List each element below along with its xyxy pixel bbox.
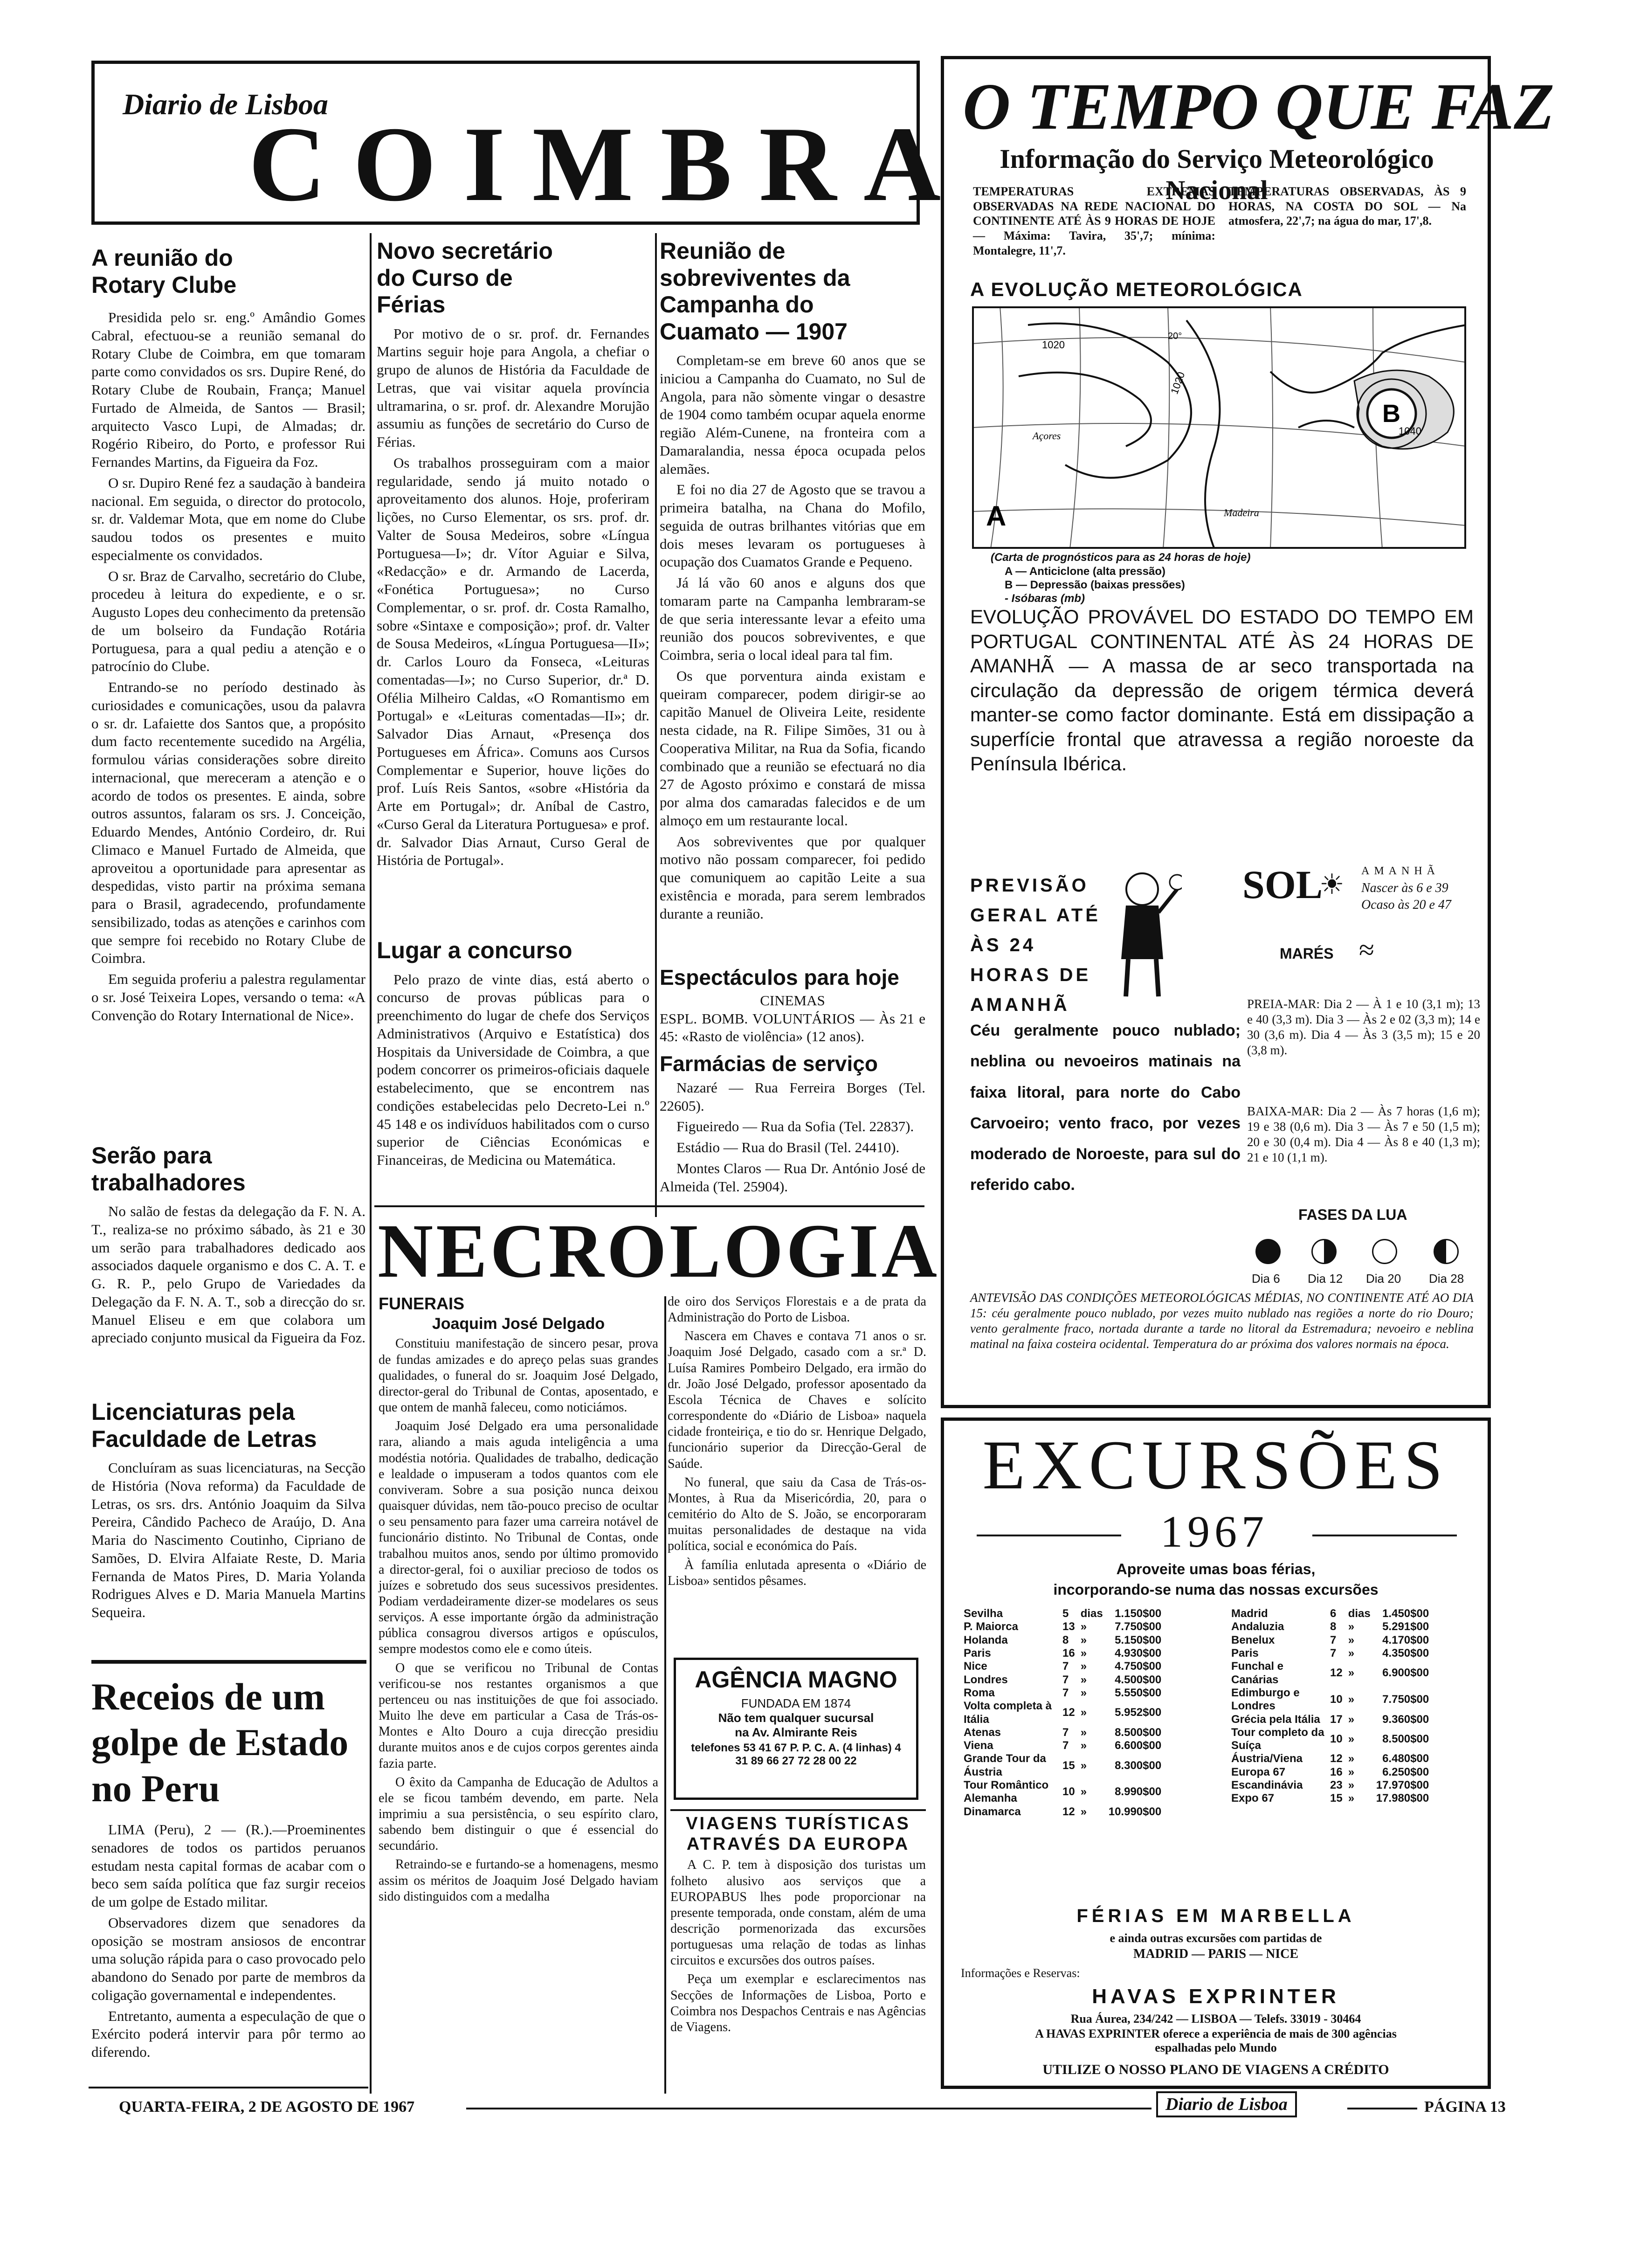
tour-row	[1228, 1647, 1432, 1660]
tour-destination: Edimburgo e Londres	[1231, 1686, 1300, 1713]
tour-unit: »	[1080, 1706, 1087, 1719]
tour-price: 4.750$00	[1115, 1660, 1162, 1673]
tour-days: 17	[1330, 1713, 1343, 1726]
moon-new-icon	[1255, 1239, 1281, 1266]
map-label-a: A	[986, 500, 1007, 532]
mares-label: MARÉS	[1280, 945, 1334, 962]
tour-price: 10.990$00	[1108, 1805, 1162, 1818]
info-label: Informações e Reservas:	[961, 1966, 1080, 1980]
tour-days: 5	[1062, 1607, 1069, 1620]
tour-unit: »	[1080, 1686, 1087, 1699]
tour-destination: Benelux	[1231, 1633, 1275, 1646]
magno-title: AGÊNCIA MAGNO	[695, 1666, 897, 1693]
paragraph: A C. P. tem à disposição dos turistas um folheto alusivo aos serviços que a EUROPABUS lhes pode proporcionar na presente temporada, onde constam, além de uma descrição pormenorizada das excursões portuguesas uma relação de todas as linhas circuitos e excursões dos outros países.	[670, 1858, 926, 1968]
magno-line: na Av. Almirante Reis	[735, 1725, 857, 1739]
tour-days: 12	[1062, 1706, 1075, 1719]
licenciaturas-title: Licenciaturas pela Faculdade de Letras	[91, 1399, 317, 1452]
tour-row	[961, 1647, 1164, 1660]
previsao-title: PREVISÃO GERAL ATÉ ÀS 24 HORAS DE AMANHÃ	[970, 875, 1101, 1015]
evolucao-title: A EVOLUÇÃO METEOROLÓGICA	[970, 278, 1303, 300]
tour-days: 8	[1062, 1633, 1069, 1646]
tour-days: 12	[1330, 1666, 1343, 1680]
weather-box	[941, 56, 1554, 1408]
tour-days: 8	[1330, 1620, 1337, 1633]
tour-price: 4.350$00	[1382, 1646, 1429, 1660]
tour-days: 15	[1062, 1759, 1075, 1772]
serao-title: Serão para trabalhadores	[91, 1142, 246, 1196]
tour-destination: Tour Romântico Alemanha	[964, 1779, 1049, 1805]
tour-days: 7	[1062, 1673, 1069, 1686]
tour-destination: Sevilha	[964, 1607, 1003, 1620]
tour-price: 8.500$00	[1382, 1732, 1429, 1745]
tour-destination: Volta completa à Itália	[964, 1700, 1052, 1726]
paragraph: O sr. Dupiro René fez a saudação à bandeira nacional. Em seguida, o director do protocolo, sr. dr. Valdemar Mota, que em nome do Clube saudou todos os presentes e muito especialmente os convidados.	[91, 474, 365, 563]
rotary-article	[91, 245, 365, 1027]
moon-date: Dia 12	[1308, 1272, 1343, 1286]
paragraph: À família enlutada apresenta o «Diário de Lisboa» sentidos pêsames.	[668, 1557, 926, 1588]
section-rule	[91, 1660, 366, 1664]
tour-unit: »	[1080, 1785, 1087, 1798]
paragraph: Entrando-se no período destinado às curiosidades e comunicações, usou da palavra o sr. dr. Lafaiette dos Santos que, a propósito dum facto recentemente sucedido na Argélia, formulou várias considerações sobre direito internacional, que mereceram a atenção e o acordo de todos os presentes. E ainda, sobre outros assuntos, falaram os srs. J. Conceição, Eduardo Mendes, António Cordeiro, dr. Rui Climaco e Manuel Furtado de Almeida, que aproveitou a oportunidade para apresentar as despedidas, visto partir na próxima semana para o Brasil, agradecendo, profundamente sensibilizado, todas as atenções e carinhos com que sempre foi recebido no Rotary Clube de Coimbra.	[91, 679, 365, 967]
previsao-text: Céu geralmente pouco nublado; neblina ou nevoeiros matinais na faixa litoral, para norte do Cabo Carvoeiro; vento fraco, por vezes moderado de Noroeste, para sul do referido cabo.	[970, 1022, 1241, 1194]
tour-list-right	[1228, 1607, 1432, 1805]
pharmacy-item: Nazaré — Rua Ferreira Borges (Tel. 22605).	[660, 1079, 925, 1114]
tour-row	[1228, 1620, 1432, 1633]
tour-destination: Atenas	[964, 1726, 1001, 1739]
tour-price: 5.291$00	[1382, 1620, 1429, 1633]
tour-row	[1228, 1779, 1432, 1792]
tour-row	[1228, 1634, 1432, 1647]
paragraph: No funeral, que saiu da Casa de Trás-os-Montes, à Rua da Misericórdia, 20, para o cemitério do Alto de S. João, se encorporaram muitas personalidades de destaque na vida política, social e económica do País.	[668, 1475, 926, 1554]
concurso-article	[377, 937, 649, 1172]
tour-destination: Madrid	[1231, 1607, 1268, 1620]
legend-item: A — Anticiclone (alta pressão)	[1005, 565, 1165, 578]
tour-days: 23	[1330, 1779, 1343, 1792]
map-label-acores: Açores	[1033, 430, 1061, 442]
tour-unit: »	[1080, 1660, 1087, 1673]
tour-unit: »	[1348, 1765, 1355, 1778]
tour-row	[1228, 1792, 1432, 1805]
tour-price: 1.450$00	[1382, 1607, 1429, 1620]
peru-article	[91, 1674, 365, 2064]
sun-icon: ☀	[1319, 869, 1345, 900]
necrologia-title: NECROLOGIA	[378, 1208, 940, 1293]
tour-row	[1228, 1752, 1432, 1765]
map-legend	[1005, 565, 1185, 605]
paragraph: Peça um exemplar e esclarecimentos nas Secções de Informações de Lisboa, Porto e Coimbra nos Despachos Centrais e nas Agências de Viagens.	[670, 1972, 926, 2034]
tour-row	[961, 1700, 1164, 1726]
tour-price: 7.750$00	[1115, 1620, 1162, 1633]
tour-row	[961, 1660, 1164, 1673]
magno-phones: telefones 53 41 67 P. P. C. A. (4 linhas) 4 31 89 66 27 72 28 00 22	[691, 1741, 901, 1767]
paragraph: Concluíram as suas licenciaturas, na Secção de História (Nova reforma) da Faculdade de Letras, os srs. drs. António Joaquim da Silva Pereira, Cândido Pacheco de Araújo, D. Ana Maria do Nascimento Coutinho, Cipriano de Samões, D. Elvira Alfaiate Reste, D. Maria Fernanda de Matos Pires, D. Maria Yolanda Rodrigues Alves e D. Maria Manuela Martins Sequeira.	[91, 1459, 365, 1620]
pharmacy-item: Figueiredo — Rua da Sofia (Tel. 22837).	[676, 1118, 914, 1135]
tour-unit: »	[1348, 1693, 1355, 1706]
paragraph: Os trabalhos prosseguiram com a maior regularidade, sendo já muito notado o aproveitamento dos alunos. Hoje, proferiram lições, no Curso Elementar, os srs. prof. dr. Valter de Sousa Medeiros, sobre «Língua Portuguesa—I»; dr. Vítor Aguiar e Silva, «Redacção» e dr. Armando de Lacerda, «Fonética Portuguesa»; no Curso Complementar, o sr. prof. dr. Costa Ramalho, sobre «Sintaxe e composição»; prof. dr. Valter de Sousa Medeiros, «Língua Portuguesa—II»; dr. Carlos Louro da Fonseca, «Leituras comentadas—I»; no Curso Superior, dr.ª D. Ofélia Milheiro Caldas, «O Romantismo em Portugal» e «Leituras comentadas—II»; dr. Salvador Dias Arnaut, «Presença dos Portugueses em África». Comuns aos Cursos Complementar e Superior, houve lições do prof. Luís Reis Santos, «sobre «História da Arte em Portugal»; dr. Aníbal de Castro, «Curso Geral da Literatura Portuguesa» e prof. dr. Salvador Dias Arnaut, Curso Geral de História de Portugal».	[377, 454, 649, 869]
viagens-article	[670, 1809, 926, 2038]
tour-price: 17.970$00	[1376, 1779, 1429, 1792]
tour-unit: »	[1080, 1633, 1087, 1646]
paragraph: Presidida pelo sr. eng.º Amândio Gomes Cabral, efectuou-se a reunião semanal do Rotary Clube de Coimbra, em que tomaram parte como convidados os srs. Dupire René, do Rotary Clube de Roubain, França; Manuel Furtado de Almeida, de Santos — Brasil; arquitecto Vasco Lupi, de Almadas; dr. Rogério Ribeiro, do Porto, e professor Rui Fernandes Martins, da Figueira da Foz.	[91, 309, 365, 470]
tour-days: 6	[1330, 1607, 1337, 1620]
tour-row	[961, 1620, 1164, 1633]
marbella-title: FÉRIAS EM MARBELLA	[1076, 1906, 1355, 1926]
tour-days: 7	[1062, 1739, 1069, 1752]
excursoes-ad	[941, 1418, 1491, 2089]
evolucao-text: EVOLUÇÃO PROVÁVEL DO ESTADO DO TEMPO EM PORTUGAL CONTINENTAL ATÉ ÀS 24 HORAS DE AMANHÃ — A massa de ar seco transportada na circulação da depressão de origem térmica deverá manter-se como factor dominante. Está em dissipação a superfície frontal que atravessa a região noroeste da Península Ibérica.	[970, 606, 1474, 774]
tour-list-left	[961, 1607, 1164, 1819]
agencia-magno-ad	[674, 1658, 918, 1800]
tour-destination: Viena	[964, 1739, 993, 1752]
tour-unit: »	[1080, 1620, 1087, 1633]
section-rule	[374, 1205, 924, 1207]
tour-price: 8.500$00	[1115, 1726, 1162, 1739]
tour-price: 6.480$00	[1382, 1752, 1429, 1765]
paragraph: No salão de festas da delegação da F. N. A. T., realiza-se no próximo sábado, às 21 e 30 um serão para trabalhadores dedicado aos associados daquele organismo e dos C. A. T. e G. R. P., pelo Grupo de Variedades da Delegação da F. N. A. T., sob a direcção do sr. Manuel Eliseu e em que colabora um apreciado conjunto musical da Figueira da Foz.	[91, 1203, 365, 1346]
cinemas-label: CINEMAS	[760, 992, 825, 1009]
pharmacy-item: Estádio — Rua do Brasil (Tel. 24410).	[676, 1139, 900, 1156]
tour-destination: Áustria/Viena	[1231, 1752, 1303, 1765]
tour-row	[961, 1779, 1164, 1805]
column-rule	[664, 1296, 666, 2094]
tour-row	[961, 1673, 1164, 1687]
paragraph: Já lá vão 60 anos e alguns dos que tomaram parte na Campanha lembraram-se de que seria interessante levar a efeito uma reunião dos poucos sobreviventes, e que Coimbra, seria o local ideal para tal fim.	[660, 574, 925, 663]
tour-destination: Nice	[964, 1660, 987, 1673]
map-label-isobar: 1020	[1042, 339, 1065, 351]
paragraph: LIMA (Peru), 2 — (R.).—Proeminentes senadores de todos os partidos peruanos estudam nesta capital formas de acabar com o beco sem saída política que faz surgir receios de um golpe de Estado militar.	[91, 1821, 365, 1910]
wave-icon: ≈	[1359, 934, 1374, 965]
peru-title: Receios de um golpe de Estado no Peru	[91, 1675, 349, 1810]
tour-price: 6.900$00	[1382, 1666, 1429, 1680]
tour-days: 10	[1330, 1732, 1343, 1745]
tour-row	[961, 1805, 1164, 1819]
map-label-isobar: 1020	[1168, 370, 1187, 396]
funerais-label: FUNERAIS	[379, 1294, 465, 1313]
baixa-mar: BAIXA-MAR: Dia 2 — Às 7 horas (1,6 m); 19 e 38 (0,6 m). Dia 3 — Às 7 e 50 (1,5 m); 20 e 30 (0,4 m). Dia 4 — Às 8 e 40 (1,3 m); 21 e 10 (1,1 m).	[1247, 1104, 1480, 1164]
tour-unit: »	[1348, 1752, 1355, 1765]
tour-destination: Funchal e Canárias	[1231, 1660, 1284, 1686]
licenciaturas-article	[91, 1399, 365, 1625]
tour-days: 16	[1330, 1765, 1343, 1778]
paragraph: Retraindo-se e furtando-se a homenagens, mesmo assim os méritos de Joaquim José Delgado haviam sido distinguidos com a medalha	[379, 1857, 658, 1904]
tour-row	[1228, 1687, 1432, 1713]
tour-row	[1228, 1660, 1432, 1687]
marbella-cities: MADRID — PARIS — NICE	[1133, 1947, 1299, 1961]
tour-price: 9.360$00	[1382, 1713, 1429, 1726]
tour-unit: »	[1348, 1646, 1355, 1660]
paragraph: O que se verificou no Tribunal de Contas verificou-se nos restantes organismos a que pertenceu ou nas instituições de que foi associado. Muito lhe deve em particular a Casa de Trás-os-Montes e Alto Douro a cuja direcção presidiu durante muitos anos e de cujos corpos gerentes ainda fazia parte.	[379, 1660, 658, 1771]
moon-last-quarter-icon	[1434, 1239, 1459, 1266]
tour-row	[961, 1726, 1164, 1739]
tour-destination: Londres	[964, 1673, 1008, 1686]
footer-rule	[466, 2108, 1151, 2109]
moon-full-icon	[1372, 1239, 1397, 1266]
farmacias-article	[660, 1051, 925, 1198]
tour-unit: »	[1348, 1732, 1355, 1745]
paragraph: Constituiu manifestação de sincero pesar, prova de fundas amizades e do apreço pelas suas grandes qualidades, o funeral do sr. Joaquim José Delgado, director-geral do Tribunal de Contas, aposentado, e que ontem de manhã faleceu, como noticiámos.	[379, 1336, 658, 1415]
paragraph: Por motivo de o sr. prof. dr. Fernandes Martins seguir hoje para Angola, a chefiar o grupo de alunos de História da Faculdade de Letras, que vai visitar aquela província ultramarina, o sr. prof. dr. Alexandre Morujão assumiu as funções de secretário do Curso de Férias.	[377, 325, 649, 450]
tour-days: 7	[1330, 1646, 1337, 1660]
tour-unit: »	[1348, 1792, 1355, 1805]
secretario-title: Novo secretário do Curso de Férias	[377, 238, 553, 318]
agency-address: Rua Áurea, 234/242 — LISBOA — Telefs. 33019 - 30464	[1070, 2012, 1361, 2026]
tour-destination: Dinamarca	[964, 1805, 1021, 1818]
footer-rule	[1347, 2108, 1417, 2109]
tour-destination: Europa 67	[1231, 1765, 1286, 1778]
moon-date: Dia 6	[1252, 1272, 1280, 1286]
footer-date: QUARTA-FEIRA, 2 DE AGOSTO DE 1967	[119, 2098, 415, 2116]
magno-founded: FUNDADA EM 1874	[741, 1696, 851, 1710]
marbella-sub: e ainda outras excursões com partidas de	[1110, 1931, 1322, 1945]
map-label-b: B	[1382, 400, 1400, 428]
legend-item: B — Depressão (baixas pressões)	[1005, 578, 1185, 591]
tour-unit: »	[1348, 1666, 1355, 1680]
tour-days: 15	[1330, 1792, 1343, 1805]
tour-unit: dias	[1348, 1607, 1371, 1620]
serao-article	[91, 1142, 365, 1350]
page-number: PÁGINA 13	[1424, 2098, 1506, 2116]
legend-item: - Isóbaras (mb)	[1005, 592, 1085, 605]
paragraph: Pelo prazo de vinte dias, está aberto o concurso de provas públicas para o preenchimento do lugar de chefe dos Serviços Administrativos (Arquivo e Estatística) dos Hospitais da Universidade de Coimbra, a que podem concorrer os primeiros-oficiais daquele estabelecimento, que se encontrem nas condições estabelecidas pelo Decreto-Lei n.º 45 148 e os indivíduos habilitados com o curso superior de Ciências Económicas e Financeiras, de Medicina ou Matemática.	[377, 971, 649, 1168]
tour-price: 7.750$00	[1382, 1693, 1429, 1706]
map-label-lon: 20°	[1168, 331, 1182, 341]
amanha-label: AMANHÃ	[1361, 865, 1440, 877]
footer-logo: Diario de Lisboa	[1156, 2091, 1297, 2117]
cuamato-title: Reunião de sobreviventes da Campanha do Cuamato — 1907	[660, 238, 850, 345]
tour-unit: »	[1080, 1759, 1087, 1772]
secretario-article	[377, 238, 649, 872]
tour-row	[961, 1634, 1164, 1647]
tour-destination: Escandinávia	[1231, 1779, 1303, 1792]
paragraph: Os que porventura ainda existam e queiram comparecer, podem dirigir-se ao capitão Manuel de Oliveira Leite, residente nesta cidade, na R. Filipe Simões, 31 ou à Cooperativa Militar, na Rua da Sofia, ficando combinado que a reunião se efectuará no dia 27 de Agosto próximo e constará de missa por alma dos camaradas falecidos e de um almoço em um restaurante local.	[660, 667, 925, 829]
column-rule	[655, 233, 657, 1217]
paragraph: Entretanto, aumenta a especulação de que o Exército poderá intervir para pôr termo ao diferendo.	[91, 2007, 365, 2061]
sun-rise: Nascer às 6 e 39	[1361, 881, 1448, 895]
rotary-title: A reunião do Rotary Clube	[91, 245, 237, 298]
temp-observadas: TEMPERATURAS OBSERVADAS, ÀS 9 HORAS, NA COSTA DO SOL — Na atmosfera, 22',7; na água do mar, 17',8.	[1228, 185, 1466, 228]
divider	[670, 1809, 926, 1811]
paragraph: E foi no dia 27 de Agosto que se travou a primeira batalha, na Chana do Mofilo, seguida de outras brilhantes vitórias que em dois meses levaram os portugueses à ocupação dos Cuamatos Grande e Pequeno.	[660, 481, 925, 570]
tour-row	[1228, 1726, 1432, 1753]
excursoes-year: 1967	[1160, 1507, 1269, 1556]
tour-unit: »	[1080, 1805, 1087, 1818]
tour-destination: P. Maiorca	[964, 1620, 1018, 1633]
tour-unit: »	[1080, 1739, 1087, 1752]
sol-label: SOL	[1242, 862, 1323, 907]
paragraph: Aos sobreviventes que por qualquer motivo não possam comparecer, foi pedido que comuniquem ao capitão Leite a sua existência e morada, para serem lembrados durante a reunião.	[660, 833, 925, 922]
tour-destination: Expo 67	[1231, 1792, 1275, 1805]
farmacias-title: Farmácias de serviço	[660, 1051, 878, 1076]
moon-date: Dia 28	[1429, 1272, 1464, 1286]
weather-subtitle: Informação do Serviço Meteorológico Nacional	[1000, 144, 1434, 205]
tour-days: 7	[1062, 1686, 1069, 1699]
paragraph: Observadores dizem que senadores da oposição se mostram ansiosos de encontrar uma solução rápida para o caso provocado pelo abandono do Senado por parte de membros da coligação governamental e independentes.	[91, 1914, 365, 2003]
tagline: Aproveite umas boas férias,	[1116, 1561, 1316, 1577]
divider	[977, 1535, 1121, 1536]
tour-days: 10	[1330, 1693, 1343, 1706]
tour-unit: »	[1080, 1726, 1087, 1739]
tour-price: 4.930$00	[1115, 1646, 1162, 1660]
tour-price: 5.550$00	[1115, 1686, 1162, 1699]
moon-date: Dia 20	[1366, 1272, 1401, 1286]
tour-row	[961, 1607, 1164, 1620]
deceased-name: Joaquim José Delgado	[432, 1315, 605, 1333]
tour-days: 7	[1062, 1660, 1069, 1673]
tour-price: 17.980$00	[1376, 1792, 1429, 1805]
paragraph: Joaquim José Delgado era uma personalidade rara, aliando a mais aguda inteligência a uma modéstia notória. Qualidades de trabalho, dedicação e lealdade o impuseram a todos quantos com ele conviveram. Sobre a sua posição nunca deixou quaisquer dúvidas, nem tão-pouco preciso de ocultar o seu pensamento para fazer uma carreira notável de funcionário distinto. No Tribunal de Contas, onde trabalhou muitos anos, sendo por último promovido a director-geral, foi o auxiliar precioso de todos os juízes e sobretudo dos seus sucessivos presidentes. Podiam verdadeiramente dizer-se modelares os seus serviços. A esse importante órgão da administração pública consagrou diversos artigos e opúsculos, sempre modestos como ele e como úteis.	[379, 1419, 658, 1657]
tour-row	[961, 1752, 1164, 1779]
masthead-logo: Diario de Lisboa	[123, 88, 328, 121]
antevisao: ANTEVISÃO DAS CONDIÇÕES METEOROLÓGICAS MÉDIAS, NO CONTINENTE ATÉ AO DIA 15: céu geralmente pouco nublado, por vezes muito nublado nas regiões a norte do rio Douro; vento geralmente fraco, nortada durante a tarde no litoral da Estremadura; nevoeiro e neblina matinal na faixa costeira ocidental. Temperatura do ar próxima dos valores normais na época.	[970, 1291, 1474, 1351]
preia-mar: PREIA-MAR: Dia 2 — À 1 e 10 (3,1 m); 13 e 40 (3,3 m). Dia 3 — Às 2 e 02 (3,3 m); 14 e 30 (3,6 m). Dia 4 — Às 3 (3,5 m); 15 e 20 (3,8 m).	[1247, 997, 1480, 1057]
tour-destination: Paris	[964, 1646, 991, 1660]
tour-row	[961, 1739, 1164, 1752]
tour-price: 5.952$00	[1115, 1706, 1162, 1719]
paragraph: O êxito da Campanha de Educação de Adultos a ele se ficou também devendo, em parte. Nela imprimiu a sua persistência, o seu espírito claro, sabendo bem distinguir o que é essencial do secundário.	[379, 1775, 658, 1853]
excursoes-title: EXCURSÕES	[982, 1426, 1449, 1504]
espectaculos-article	[660, 965, 925, 1046]
tour-row	[961, 1687, 1164, 1700]
necrologia-continued	[668, 1294, 926, 1592]
tour-days: 13	[1062, 1620, 1075, 1633]
tour-days: 12	[1062, 1805, 1075, 1818]
tour-unit: »	[1080, 1646, 1087, 1660]
temp-extremas: TEMPERATURAS EXTREMAS OBSERVADAS NA REDE NACIONAL DO CONTINENTE ATÉ ÀS 9 HORAS DE HOJE — Máxima: Tavira, 35',7; mínima: Montalegre, 11',7.	[973, 185, 1215, 257]
tour-unit: »	[1080, 1673, 1087, 1686]
paragraph: de oiro dos Serviços Florestais e a de prata da Administração do Porto de Lisboa.	[668, 1294, 926, 1325]
tour-destination: Grécia pela Itália	[1231, 1713, 1320, 1726]
tour-days: 7	[1062, 1726, 1069, 1739]
tour-unit: »	[1348, 1620, 1355, 1633]
tour-row	[1228, 1607, 1432, 1620]
cinema-listing: ESPL. BOMB. VOLUNTÁRIOS — Às 21 e 45: «Rasto de violência» (12 anos).	[660, 1010, 925, 1045]
sun-set: Ocaso às 20 e 47	[1361, 898, 1451, 912]
weather-title: O TEMPO QUE FAZ	[963, 69, 1554, 143]
map-label-madeira: Madeira	[1224, 507, 1259, 519]
pharmacy-item: Montes Claros — Rua Dr. António José de Almeida (Tel. 25904).	[660, 1160, 925, 1195]
magno-line: Não tem qualquer sucursal	[718, 1710, 874, 1725]
tour-price: 4.500$00	[1115, 1673, 1162, 1686]
tour-price: 6.600$00	[1115, 1739, 1162, 1752]
tagline: incorporando-se numa das nossas excursões	[1053, 1581, 1379, 1598]
weather-map	[972, 306, 1466, 549]
tour-price: 1.150$00	[1115, 1607, 1162, 1620]
agency-name: HAVAS EXPRINTER	[1092, 1985, 1340, 2008]
tour-destination: Roma	[964, 1686, 995, 1699]
paragraph: Completam-se em breve 60 anos que se iniciou a Campanha do Cuamato, no Sul de Angola, para não sòmente vingar o desastre de 1904 como também ocupar aquela enorme região Além-Cunene, na fronteira com a Damaralandia, nessa época ocupada pelos alemães.	[660, 352, 925, 477]
necrologia-article	[379, 1294, 658, 1908]
tour-destination: Andaluzia	[1231, 1620, 1284, 1633]
agency-plan: UTILIZE O NOSSO PLANO DE VIAGENS A CRÉDITO	[1042, 2062, 1389, 2077]
fases-title: FASES DA LUA	[1298, 1206, 1407, 1223]
tour-price: 5.150$00	[1115, 1633, 1162, 1646]
tour-unit: dias	[1080, 1607, 1103, 1620]
agency-offer: A HAVAS EXPRINTER oferece a experiência de mais de 300 agências espalhadas pelo Mundo	[1035, 2027, 1397, 2054]
section-title: COIMBRA	[248, 104, 968, 223]
paragraph: O sr. Braz de Carvalho, secretário do Clube, procedeu à leitura do expediente, e o sr. Augusto Lopes deu conhecimento da pretensão de um bolseiro da Fundação Rotária Portuguesa, para a qual pediu a atenção e o patrocínio do Clube.	[91, 567, 365, 675]
masthead-box	[91, 61, 968, 225]
column-rule	[370, 233, 372, 2094]
paragraph: Em seguida proferiu a palestra regulamentar o sr. José Teixeira Lopes, versando o tema: «A Convenção do Rotary International de Nice».	[91, 971, 365, 1023]
tour-destination: Holanda	[964, 1633, 1008, 1646]
tour-price: 6.250$00	[1382, 1765, 1429, 1778]
map-caption: (Carta de prognósticos para as 24 horas de hoje)	[991, 551, 1251, 564]
tour-unit: »	[1348, 1713, 1355, 1726]
tour-price: 8.300$00	[1115, 1759, 1162, 1772]
tour-days: 10	[1062, 1785, 1075, 1798]
viagens-title: VIAGENS TURÍSTICAS ATRAVÉS DA EUROPA	[686, 1814, 910, 1854]
section-rule	[89, 2087, 368, 2088]
weatherman-illustration	[1103, 861, 1182, 1001]
tour-unit: »	[1348, 1779, 1355, 1792]
tour-destination: Grande Tour da Áustria	[964, 1752, 1046, 1778]
tour-destination: Tour completo da Suíça	[1231, 1726, 1324, 1752]
tour-days: 12	[1330, 1752, 1343, 1765]
moon-first-quarter-icon	[1311, 1239, 1337, 1266]
concurso-title: Lugar a concurso	[377, 937, 572, 963]
tour-price: 4.170$00	[1382, 1633, 1429, 1646]
tour-unit: »	[1348, 1633, 1355, 1646]
cuamato-article	[660, 238, 925, 926]
tour-price: 8.990$00	[1115, 1785, 1162, 1798]
tour-row	[1228, 1713, 1432, 1726]
tour-days: 16	[1062, 1646, 1075, 1660]
espectaculos-title: Espectáculos para hoje	[660, 965, 899, 989]
tour-days: 7	[1330, 1633, 1337, 1646]
tour-row	[1228, 1766, 1432, 1779]
map-label-b-value: 1040	[1399, 425, 1421, 437]
tour-destination: Paris	[1231, 1646, 1259, 1660]
divider	[1312, 1535, 1457, 1536]
paragraph: Nascera em Chaves e contava 71 anos o sr. Joaquim José Delgado, casado com a sr.ª D. Luísa Ramires Pombeiro Delgado, era irmão do dr. João José Delgado, professor aposentado da Escola Técnica de Chaves e solícito correspondente do «Diário de Lisboa» naquela cidade fronteiriça, e tio do sr. Henrique Delgado, funcionário superior da Direcção-Geral de Saúde.	[668, 1329, 926, 1471]
